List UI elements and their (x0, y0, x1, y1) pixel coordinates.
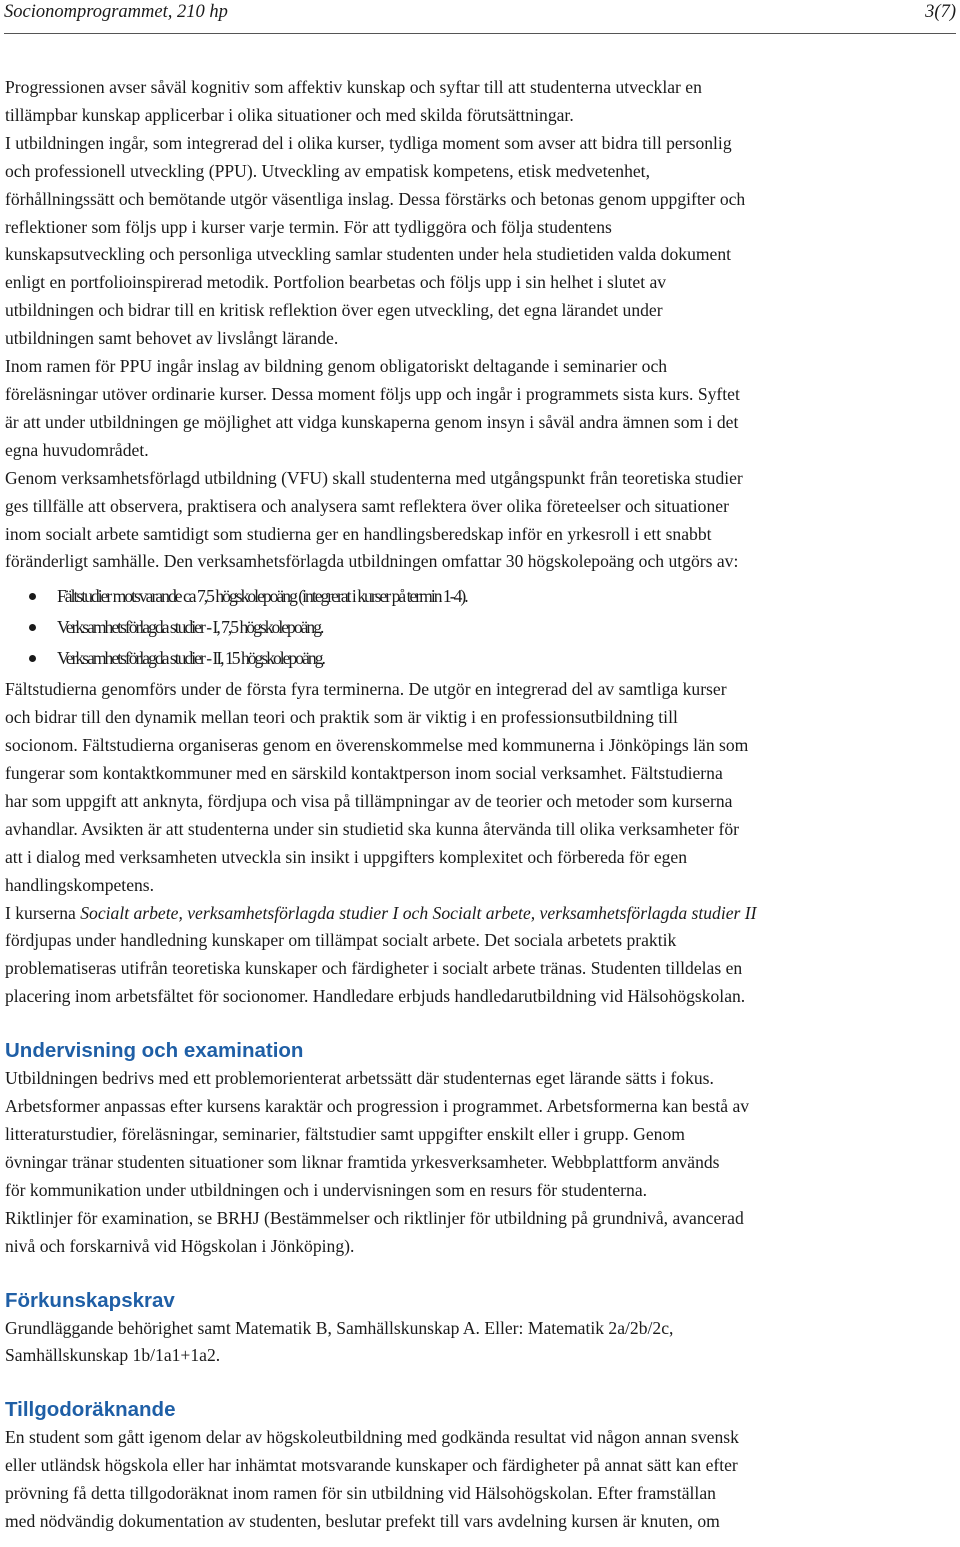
text-line: Riktlinjer för examination, se BRHJ (Bestämmelser och riktlinjer för utbildning på grundnivå, avancerad (5, 1207, 744, 1228)
text-line: I utbildningen ingår, som integrerad del i olika kurser, tydliga moment som avser att bidra till personlig (5, 132, 732, 153)
text-line: med nödvändig dokumentation av studenten, beslutar prefekt till vars avdelning kursen är knuten, om (5, 1511, 720, 1532)
section-heading-tillgodoraknande: Tillgodoräknande (5, 1398, 176, 1422)
list-item: Verksamhetsförlagda studier - II, 15 högskolepoäng. (5, 643, 955, 674)
text-line: utbildningen och bidrar till en kritisk reflektion över egen utveckling, det egna lärandet under (5, 300, 663, 321)
paragraph-ppu (5, 130, 955, 353)
text-line: föreläsningar utöver ordinarie kurser. Dessa moment följs upp och ingår i programmets sista kurs. Syftet (5, 383, 740, 404)
text-line: tillämpbar kunskap applicerbar i olika situationer och med skilda förutsättningar. (5, 104, 574, 125)
text-line: utbildningen samt behovet av livslångt lärande. (5, 328, 339, 349)
text-prefix: I kurserna (5, 902, 81, 923)
text-line: Genom verksamhetsförlagd utbildning (VFU) skall studenterna med utgångspunkt från teoretiska studier (5, 467, 743, 488)
text-line: egna huvudområdet. (5, 439, 149, 460)
course-names: Socialt arbete, verksamhetsförlagda studier I och Socialt arbete, verksamhetsförlagda studier II (80, 902, 757, 923)
text-line: Arbetsformer anpassas efter kursens karaktär och progression i programmet. Arbetsformerna kan bestå av (5, 1096, 750, 1117)
text-line: litteraturstudier, föreläsningar, seminarier, fältstudier samt uppgifter enskilt eller i grupp. Genom (5, 1124, 685, 1144)
text-line: socionom. Fältstudierna organiseras genom en överenskommelse med kommunerna i Jönköpings län som (5, 735, 749, 756)
paragraph-tillgodoraknande (5, 1424, 955, 1536)
section-heading-undervisning: Undervisning och examination (5, 1039, 304, 1063)
text-line: för kommunikation under utbildningen och i undervisningen som en resurs för studenterna. (5, 1179, 648, 1200)
text-line: Progressionen avser såväl kognitiv som affektiv kunskap och syftar till att studenterna utvecklar en (5, 77, 702, 97)
paragraph-faltstudier (5, 676, 955, 899)
page-number: 3(7) (925, 2, 956, 22)
text-line: problematiseras utifrån teoretiska kunskaper och färdigheter i socialt arbete tränas. Studenten tilldelas en (5, 958, 743, 979)
text-line: avhandlar. Avsikten är att studenterna under sin studietid ska kunna återvända till olika verksamheter för (5, 818, 739, 839)
paragraph-forkunskapskrav (5, 1315, 955, 1371)
text-line: Utbildningen bedrivs med ett problemorienterat arbetssätt där studenternas eget lärande sätts i fokus. (5, 1068, 714, 1089)
section-heading-forkunskapskrav: Förkunskapskrav (5, 1288, 175, 1312)
text-line: enligt en portfolioinspirerad metodik. Portfolion bearbetas och följs upp i sin helhet i slutet av (5, 272, 667, 293)
text-line: eller utländsk högskola eller har inhämtat motsvarande kunskaper och färdigheter på annat sätt kan efter (5, 1455, 738, 1476)
text-line: och bidrar till den dynamik mellan teori och praktik som är viktig i en professionsutbildning till (5, 707, 678, 728)
text-line: Fältstudierna genomförs under de första fyra terminerna. De utgör en integrerad del av samtliga kurser (5, 679, 727, 700)
paragraph-kurserna (5, 900, 955, 1012)
text-line: inom socialt arbete samtidigt som studierna ger en handlingsberedskap inför en yrkesroll i ett snabbt (5, 523, 712, 544)
text-line: har som uppgift att anknyta, fördjupa och visa på tillämpningar av de teorier och metoder som kurserna (5, 790, 733, 811)
text-line: Samhällskunskap 1b/1a1+1a2. (5, 1345, 221, 1366)
text-line: fördjupas under handledning kunskaper om tillämpat socialt arbete. Det sociala arbetets praktik (5, 930, 677, 951)
text-line: Inom ramen för PPU ingår inslag av bildning genom obligatoriskt deltagande i seminarier och (5, 356, 668, 377)
text-line: ges tillfälle att observera, praktisera och analysera samt reflektera över olika företeelser och situationer (5, 495, 729, 516)
header-divider (4, 33, 956, 34)
text-line: övningar tränar studenten situationer som liknar framtida yrkesverksamheter. Webbplattform används (5, 1151, 720, 1172)
vfu-bullet-list (5, 581, 955, 674)
list-item: Fältstudier motsvarande ca 7,5 högskolepoäng (integrerat i kurser på termin 1-4). (5, 581, 955, 612)
text-line: att i dialog med verksamheten utveckla sin insikt i uppgifters komplexitet och förbereda för egen (5, 846, 688, 867)
text-line: Grundläggande behörighet samt Matematik B, Samhällskunskap A. Eller: Matematik 2a/2b/2c, (5, 1317, 674, 1338)
paragraph-bildning (5, 353, 955, 465)
text-line: prövning få detta tillgodoräknat inom ramen för sin utbildning vid Hälsohögskolan. Efter framställan (5, 1483, 716, 1504)
paragraph-vfu (5, 465, 955, 577)
text-line: kunskapsutveckling och personliga utveckling samlar studenten under hela studietiden valda dokument (5, 244, 732, 265)
text-line (5, 900, 955, 928)
text-line: och professionell utveckling (PPU). Utveckling av empatisk kompetens, etisk medvetenhet, (5, 160, 650, 181)
text-line: är att under utbildningen ge möjlighet att vidga kunskaperna genom insyn i såväl andra ämnen som i det (5, 411, 739, 432)
page-header (4, 0, 956, 24)
text-line: handlingskompetens. (5, 874, 155, 895)
program-title: Socionomprogrammet, 210 hp (4, 2, 228, 22)
text-line: föränderligt samhälle. Den verksamhetsförlagda utbildningen omfattar 30 högskolepoäng och utgörs av: (5, 551, 739, 572)
text-line: En student som gått igenom delar av högskoleutbildning med godkända resultat vid någon annan svensk (5, 1427, 739, 1448)
text-line: förhållningssätt och bemötande utgör väsentliga inslag. Dessa förstärks och betonas genom uppgifter och (5, 188, 746, 209)
paragraph-undervisning (5, 1065, 955, 1260)
text-line: fungerar som kontaktkommuner med en särskild kontaktperson inom social verksamhet. Fältstudierna (5, 763, 723, 784)
list-item: Verksamhetsförlagda studier - I, 7,5 högskolepoäng. (5, 612, 955, 643)
text-line: placering inom arbetsfältet för socionomer. Handledare erbjuds handledarutbildning vid Hälsohögskolan. (5, 986, 746, 1007)
text-line: reflektioner som följs upp i kurser varje termin. För att tydliggöra och följa studentens (5, 216, 612, 237)
paragraph-progression (5, 74, 955, 130)
text-line: nivå och forskarnivå vid Högskolan i Jönköping). (5, 1235, 355, 1256)
document-body (5, 74, 955, 1536)
